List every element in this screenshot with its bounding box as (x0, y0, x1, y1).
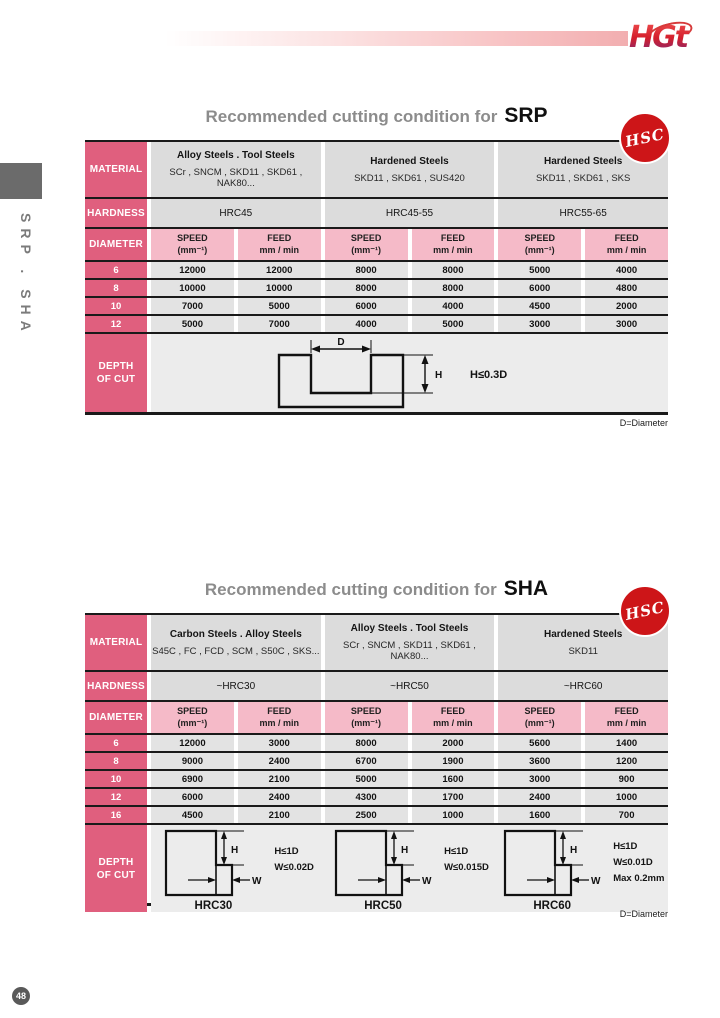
data-cell: 4000 (585, 262, 668, 278)
data-cell: 3000 (585, 316, 668, 332)
data-cell: 8000 (325, 735, 408, 751)
feed-header: FEED mm / min (238, 702, 321, 733)
step-cut-shape (160, 825, 266, 899)
data-cell: 12000 (238, 262, 321, 278)
title-product-sha: SHA (503, 577, 549, 600)
dim-h-label: H (231, 845, 239, 856)
dim-w-label: W (591, 876, 601, 887)
hardness-value: ~HRC60 (498, 672, 668, 700)
dim-h-label: H (570, 845, 578, 856)
hsc-badge-text: HSC (623, 125, 667, 151)
data-cell: 7000 (151, 298, 234, 314)
sha-data-row (85, 753, 668, 771)
data-cell: 9000 (151, 753, 234, 769)
hardness-value: ~HRC50 (325, 672, 495, 700)
data-cell: 6700 (325, 753, 408, 769)
diameter-cell: 6 (85, 735, 147, 751)
speed-header: SPEED (mm⁻¹) (325, 702, 408, 733)
dim-w-label: W (252, 876, 262, 887)
title-prefix: Recommended cutting condition for (205, 107, 498, 126)
material-cell: Hardened Steels SKD11 , SKD61 , SUS420 (325, 142, 495, 197)
data-cell: 10000 (238, 280, 321, 296)
diameter-note: D=Diameter (619, 418, 668, 428)
data-cell: 1700 (412, 789, 495, 805)
srp-data-row (85, 298, 668, 316)
hardness-value: HRC55-65 (498, 199, 668, 227)
diameter-cell: 6 (85, 262, 147, 278)
sha-table (85, 613, 668, 912)
data-cell: 4300 (325, 789, 408, 805)
depth-caption: HRC50 (364, 900, 402, 912)
data-cell: 4500 (151, 807, 234, 823)
diameter-cell: 10 (85, 771, 147, 787)
srp-depth-diagram (151, 334, 668, 412)
sha-data-row (85, 771, 668, 789)
data-cell: 5600 (498, 735, 581, 751)
data-cell: 2000 (585, 298, 668, 314)
depth-caption: HRC30 (194, 900, 233, 912)
material-row-label: MATERIAL (85, 142, 147, 197)
data-cell: 1000 (585, 789, 668, 805)
diameter-cell: 8 (85, 753, 147, 769)
hsc-badge-text: HSC (623, 598, 667, 624)
data-cell: 4000 (325, 316, 408, 332)
diameter-note: D=Diameter (619, 909, 668, 919)
data-cell: 5000 (412, 316, 495, 332)
diameter-cell: 10 (85, 298, 147, 314)
data-cell: 3000 (498, 316, 581, 332)
dim-h-label: H (434, 370, 442, 381)
diameter-row-label: DIAMETER (85, 229, 147, 260)
sha-section-title (85, 576, 668, 604)
dim-w-label: W (422, 876, 432, 887)
srp-diameter-header-row (85, 229, 668, 262)
step-cut-shape (499, 825, 605, 899)
depth-conditions: H≤1D W≤0.02D (274, 846, 314, 873)
data-cell: 6000 (151, 789, 234, 805)
data-cell: 2500 (325, 807, 408, 823)
data-cell: 1600 (498, 807, 581, 823)
data-cell: 2100 (238, 807, 321, 823)
diameter-row-label: DIAMETER (85, 702, 147, 733)
data-cell: 4000 (412, 298, 495, 314)
data-cell: 12000 (151, 735, 234, 751)
hardness-row-label: HARDNESS (85, 672, 147, 700)
speed-header: SPEED (mm⁻¹) (325, 229, 408, 260)
step-cut-diagram (323, 825, 495, 912)
material-cell: Hardened Steels SKD11 (498, 615, 668, 670)
diameter-cell: 12 (85, 789, 147, 805)
srp-table (85, 140, 668, 415)
step-cut-diagram (151, 825, 323, 912)
step-cut-shape (330, 825, 436, 899)
speed-header: SPEED (mm⁻¹) (498, 229, 581, 260)
data-cell: 5000 (238, 298, 321, 314)
material-row-label: MATERIAL (85, 615, 147, 670)
srp-material-row (85, 142, 668, 199)
data-cell: 4500 (498, 298, 581, 314)
srp-data-row (85, 316, 668, 334)
sidebar-series-label: SRP . SHA (18, 213, 34, 337)
data-cell: 8000 (325, 280, 408, 296)
diameter-cell: 8 (85, 280, 147, 296)
material-cell: Alloy Steels . Tool Steels SCr , SNCM , SKD11 , SKD61 , NAK80... (151, 142, 321, 197)
data-cell: 6000 (325, 298, 408, 314)
depth-conditions: H≤1D W≤0.01D Max 0.2mm (613, 840, 665, 884)
data-cell: 5000 (325, 771, 408, 787)
dim-d-label: D (336, 337, 345, 348)
data-cell: 7000 (238, 316, 321, 332)
data-cell: 6900 (151, 771, 234, 787)
step-cut-diagram (496, 825, 668, 912)
data-cell: 2400 (238, 753, 321, 769)
brand-logo: HGt (629, 20, 715, 60)
data-cell: 3600 (498, 753, 581, 769)
feed-header: FEED mm / min (238, 229, 321, 260)
sha-data-row (85, 735, 668, 753)
sha-depth-diagrams (151, 825, 668, 912)
data-cell: 12000 (151, 262, 234, 278)
data-cell: 5000 (498, 262, 581, 278)
depth-condition: H≤0.3D (469, 369, 507, 381)
sha-diameter-header-row (85, 702, 668, 735)
data-cell: 2400 (498, 789, 581, 805)
dim-h-label: H (401, 845, 409, 856)
slot-cut-diagram (265, 335, 555, 411)
data-cell: 1200 (585, 753, 668, 769)
speed-header: SPEED (mm⁻¹) (151, 702, 234, 733)
depth-caption: HRC60 (533, 900, 572, 912)
data-cell: 8000 (412, 262, 495, 278)
data-cell: 1900 (412, 753, 495, 769)
title-product-srp: SRP (504, 104, 548, 127)
data-cell: 2400 (238, 789, 321, 805)
srp-data-row (85, 280, 668, 298)
feed-header: FEED mm / min (412, 229, 495, 260)
hsc-badge-srp (619, 112, 671, 164)
srp-depth-row (85, 334, 668, 415)
material-cell: Alloy Steels . Tool Steels SCr , SNCM , SKD11 , SKD61 , NAK80... (325, 615, 495, 670)
data-cell: 1000 (412, 807, 495, 823)
hardness-value: HRC45-55 (325, 199, 495, 227)
diameter-cell: 12 (85, 316, 147, 332)
feed-header: FEED mm / min (585, 229, 668, 260)
material-cell: Carbon Steels . Alloy Steels S45C , FC , FCD , SCM , S50C , SKS... (151, 615, 321, 670)
data-cell: 1600 (412, 771, 495, 787)
data-cell: 3000 (498, 771, 581, 787)
sha-data-row (85, 807, 668, 825)
depth-conditions: H≤1D W≤0.015D (444, 846, 489, 873)
data-cell: 3000 (238, 735, 321, 751)
hsc-badge-sha (619, 585, 671, 637)
header-gradient-bar (165, 31, 628, 46)
data-cell: 6000 (498, 280, 581, 296)
material-cell: Hardened Steels SKD11 , SKD61 , SKS (498, 142, 668, 197)
hardness-value: HRC45 (151, 199, 321, 227)
data-cell: 8000 (325, 262, 408, 278)
sha-material-row (85, 615, 668, 672)
srp-data-row (85, 262, 668, 280)
feed-header: FEED mm / min (412, 702, 495, 733)
hardness-value: ~HRC30 (151, 672, 321, 700)
depth-row-label: DEPTH OF CUT (85, 334, 147, 412)
data-cell: 10000 (151, 280, 234, 296)
speed-header: SPEED (mm⁻¹) (498, 702, 581, 733)
sha-depth-row (85, 825, 668, 912)
data-cell: 2100 (238, 771, 321, 787)
diameter-cell: 16 (85, 807, 147, 823)
title-prefix: Recommended cutting condition for (204, 580, 497, 599)
sidebar-tab-block (0, 163, 42, 199)
depth-row-label: DEPTH OF CUT (85, 825, 147, 912)
data-cell: 5000 (151, 316, 234, 332)
feed-header: FEED mm / min (585, 702, 668, 733)
data-cell: 8000 (412, 280, 495, 296)
hardness-row-label: HARDNESS (85, 199, 147, 227)
sha-data-row (85, 789, 668, 807)
data-cell: 2000 (412, 735, 495, 751)
speed-header: SPEED (mm⁻¹) (151, 229, 234, 260)
srp-section-title (85, 103, 668, 131)
data-cell: 4800 (585, 280, 668, 296)
sha-hardness-row (85, 672, 668, 702)
srp-hardness-row (85, 199, 668, 229)
data-cell: 900 (585, 771, 668, 787)
data-cell: 1400 (585, 735, 668, 751)
data-cell: 700 (585, 807, 668, 823)
page-number-badge: 48 (12, 987, 30, 1005)
